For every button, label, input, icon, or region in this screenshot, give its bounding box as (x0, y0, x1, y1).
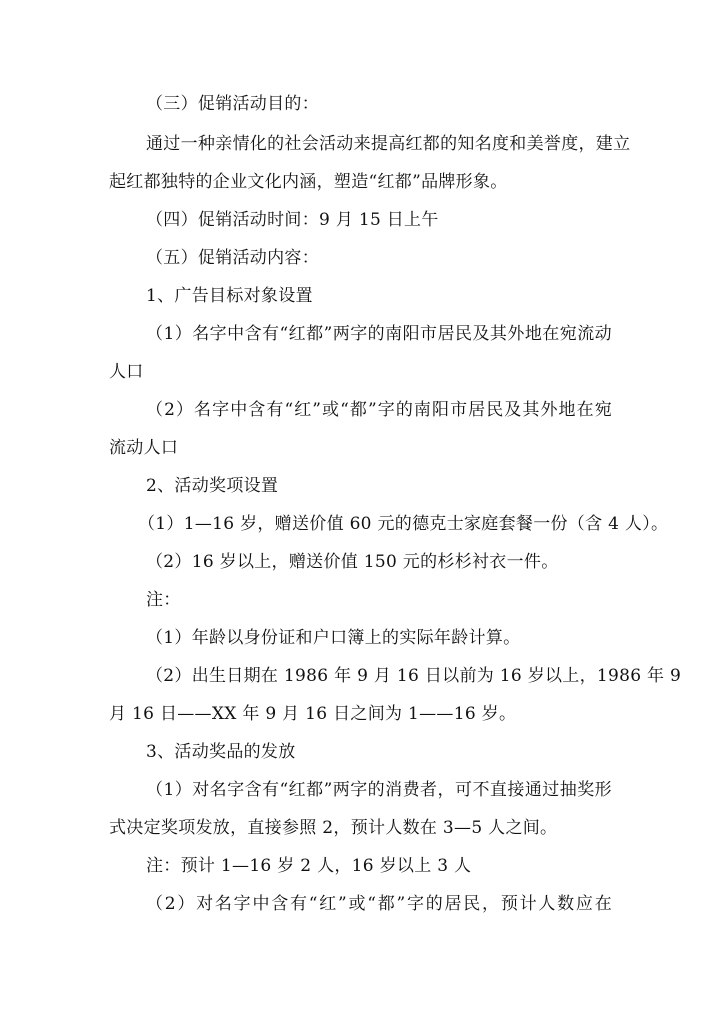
subheading-target-audience: 1、广告目标对象设置 (146, 286, 313, 306)
subheading-prize-distribution: 3、活动奖品的发放 (146, 742, 296, 762)
list-item-line: （2）16 岁以上，赠送价值 150 元的杉杉衬衣一件。 (146, 552, 559, 572)
list-item-line: 式决定奖项发放，直接参照 2，预计人数在 3—5 人之间。 (109, 818, 558, 838)
list-item-line: 人口 (109, 362, 144, 382)
list-item-line: （2）名字中含有“红”或“都”字的南阳市居民及其外地在宛 (146, 400, 612, 420)
list-item-line: （1）名字中含有“红都”两字的南阳市居民及其外地在宛流动 (146, 324, 612, 344)
section-heading-time: （四）促销活动时间：9 月 15 日上午 (146, 210, 439, 230)
list-item-line: 流动人口 (109, 438, 179, 458)
list-item-line: （2）对名字中含有“红”或“都”字的居民，预计人数应在 (146, 894, 612, 914)
list-item-line: 月 16 日——XX 年 9 月 16 日之间为 1——16 岁。 (109, 704, 517, 724)
subheading-prize-settings: 2、活动奖项设置 (146, 476, 279, 496)
note-label: 注： (146, 590, 181, 610)
section-heading-content: （五）促销活动内容： (146, 248, 319, 268)
section-heading-purpose: （三）促销活动目的： (146, 94, 319, 114)
paragraph-line: 起红都独特的企业文化内涵，塑造“红都”品牌形象。 (109, 172, 508, 192)
list-item-line: （2）出生日期在 1986 年 9 月 16 日以前为 16 岁以上，1986 年 9 (146, 666, 682, 686)
list-item-line: （1）1—16 岁，赠送价值 60 元的德克士家庭套餐一份（含 4 人）。 (138, 514, 669, 534)
note-line: 注：预计 1—16 岁 2 人，16 岁以上 3 人 (146, 856, 472, 876)
list-item-line: （1）年龄以身份证和户口簿上的实际年龄计算。 (146, 628, 521, 648)
list-item-line: （1）对名字含有“红都”两字的消费者，可不直接通过抽奖形 (146, 780, 612, 800)
paragraph-line: 通过一种亲情化的社会活动来提高红都的知名度和美誉度，建立 (146, 134, 631, 154)
